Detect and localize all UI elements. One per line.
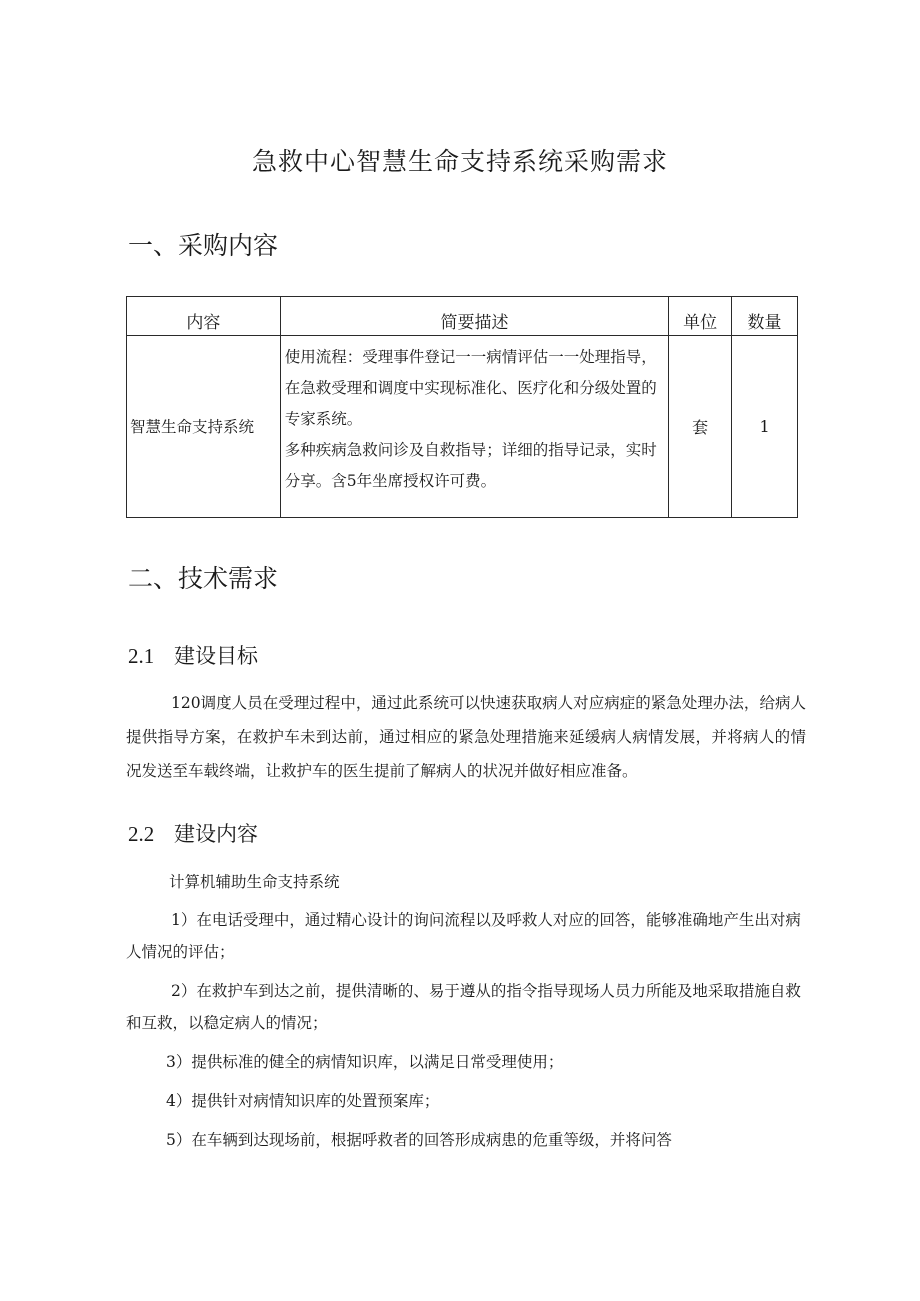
- header-content: 内容: [127, 297, 281, 336]
- goal-paragraph: [126, 686, 806, 788]
- goal-text: 120调度人员在受理过程中，通过此系统可以快速获取病人对应病症的紧急处理办法，给病人提供指导方案，在救护车未到达前，通过相应的紧急处理措施来延缓病人病情发展，并将病人的情况发送至车载终端，让救护车的医生提前了解病人的状况并做好相应准备。: [126, 694, 806, 780]
- description-line: 使用流程：受理事件登记一一病情评估一一处理指导，在急救受理和调度中实现标准化、医疗化和分级处置的专家系统。: [284, 348, 657, 428]
- subsection-heading-goal: [128, 640, 258, 670]
- list-item: 3）提供标准的健全的病情知识库，以满足日常受理使用；: [166, 1053, 564, 1071]
- subsection-title: 建设内容: [174, 822, 258, 846]
- cell-item-quantity: 1: [732, 336, 798, 518]
- subsection-title: 建设目标: [174, 644, 258, 668]
- header-quantity: 数量: [732, 297, 798, 336]
- cell-item-name: 智慧生命支持系统: [127, 336, 281, 518]
- list-item: 2）在救护车到达之前，提供清晰的、易于遵从的指令指导现场人员力所能及地采取措施自救和互救，以稳定病人的情况；: [126, 982, 801, 1032]
- cell-item-description: [280, 336, 668, 518]
- content-item-list: [126, 904, 806, 1156]
- list-item: 4）提供针对病情知识库的处置预案库；: [166, 1092, 440, 1110]
- list-item: 5）在车辆到达现场前，根据呼救者的回答形成病患的危重等级，并将问答: [166, 1131, 672, 1149]
- subsection-number: 2.1: [128, 644, 155, 668]
- content-intro: 计算机辅助生命支持系统: [169, 873, 340, 891]
- subsection-number: 2.2: [128, 822, 155, 846]
- section-heading-procurement: 一、采购内容: [128, 231, 279, 260]
- subsection-heading-content: [128, 818, 258, 848]
- header-description: 简要描述: [280, 297, 668, 336]
- document-title: 急救中心智慧生命支持系统采购需求: [251, 147, 668, 176]
- section-heading-technical: 二、技术需求: [128, 564, 279, 593]
- table-header-row: [127, 297, 798, 336]
- header-unit: 单位: [669, 297, 732, 336]
- cell-item-unit: 套: [669, 336, 732, 518]
- table-row: [127, 336, 798, 518]
- description-line: 多种疾病急救问诊及自救指导；详细的指导记录，实时分享。含5年坐席授权许可费。: [284, 441, 657, 490]
- procurement-table: [126, 296, 798, 518]
- list-item: 1）在电话受理中，通过精心设计的询问流程以及呼救人对应的回答，能够准确地产生出对病人情况的评估；: [126, 911, 801, 961]
